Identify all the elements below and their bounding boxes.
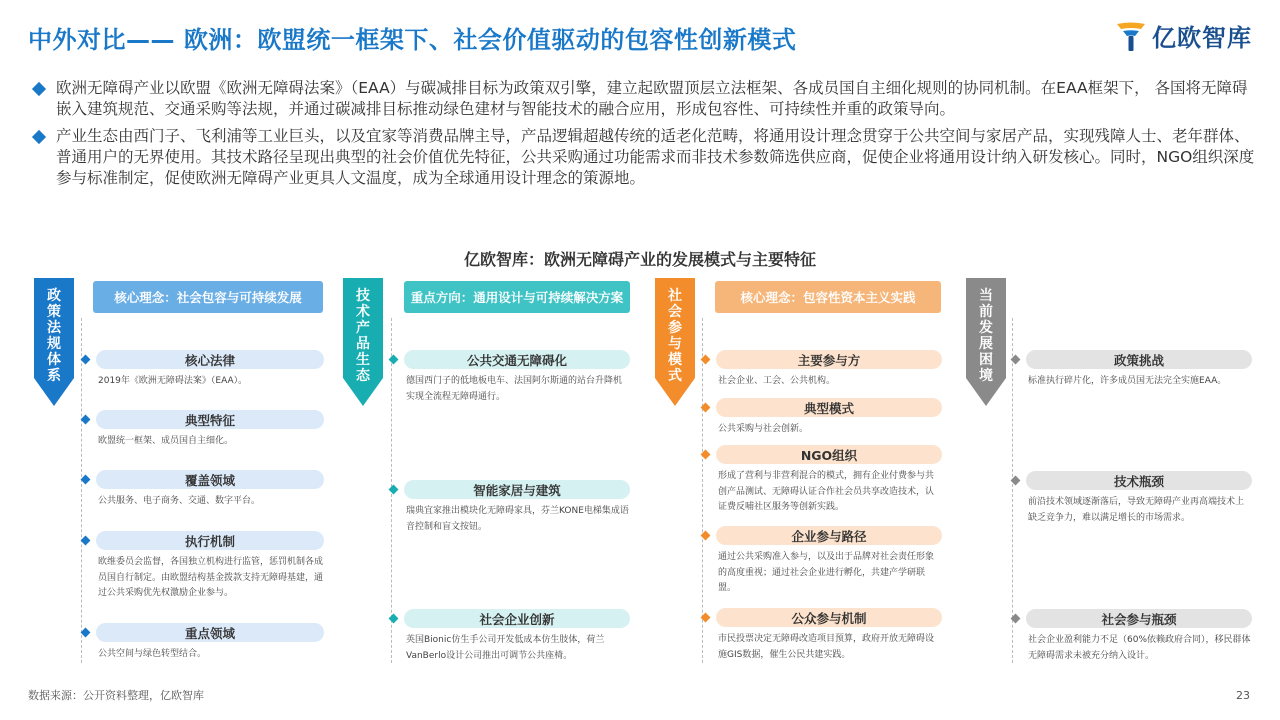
item-head: 公共交通无障碍化 (404, 350, 630, 369)
diamond-bullet-icon (32, 130, 46, 144)
bullet-item (30, 126, 1258, 189)
item-head: 典型模式 (716, 398, 942, 417)
pillar-challenges (966, 278, 1006, 406)
item-head: 社会参与瓶颈 (1026, 609, 1252, 628)
item-head: 重点领域 (96, 623, 324, 642)
item-head: 执行机制 (96, 531, 324, 550)
pillar-label-text: 当前发展困境 (979, 288, 993, 384)
item-desc: 公共空间与绿色转型结合。 (98, 649, 207, 659)
pillar-policy (34, 278, 74, 406)
item-main-participants (716, 350, 942, 390)
item-desc: 英国Bionic仿生手公司开发低成本仿生肢体，荷兰VanBerlo设计公司推出可调节公共座椅。 (406, 635, 605, 661)
item-desc: 社会企业、工会、公共机构。 (718, 376, 836, 386)
pillar-label (34, 288, 74, 384)
item-core-law (96, 350, 324, 390)
item-social-enterprise (404, 609, 630, 664)
item-desc: 德国西门子的低地板电车、法国阿尔斯通的站台升降机实现全流程无障碍通行。 (406, 376, 623, 402)
item-desc: 社会企业盈利能力不足（60%依赖政府合同），移民群体无障碍需求未被充分纳入设计。 (1028, 635, 1251, 661)
item-desc: 市民投票决定无障碍改造项目预算，政府开放无障碍设施GIS数据，催生公民共建实践。 (718, 634, 935, 660)
pillar-label-text: 技术产品生态 (356, 288, 370, 384)
pillar-label-text: 社会参与模式 (668, 288, 682, 384)
item-public-transport (404, 350, 630, 405)
pillar-label (343, 288, 383, 384)
logo-mark-icon (1114, 19, 1148, 53)
pillar-social (655, 278, 695, 406)
item-desc: 前沿技术领域逐渐落后，导致无障碍产业再高端技术上缺乏竞争力，难以满足增长的市场需求。 (1028, 497, 1245, 523)
logo-text: 亿欧智库 (1152, 24, 1252, 52)
item-desc: 标准执行碎片化，许多成员国无法完全实施EAA。 (1028, 376, 1227, 386)
item-head: NGO组织 (716, 445, 942, 464)
pillar-label (655, 288, 695, 384)
item-head: 企业参与路径 (716, 526, 942, 545)
pillar-label-text: 政策法规体系 (47, 288, 61, 384)
pillar-tech (343, 278, 383, 406)
item-desc: 公共服务、电子商务、交通、数字平台。 (98, 496, 261, 506)
bullet-item (30, 78, 1258, 120)
bullet-text: 欧洲无障碍产业以欧盟《欧洲无障碍法案》（EAA）与碳减排目标为政策双引擎，建立起欧盟顶层立法框架、各成员国自主细化规则的协同机制。在EAA框架下， 各国将无障碍嵌入建筑规范、交通采购等法规，并通过碳减排目标推动绿色建材与智能技术的融合应用，形成包容性、可持续性并重的政策导向。 (56, 79, 1248, 118)
item-head: 主要参与方 (716, 350, 942, 369)
footer-source: 数据来源：公开资料整理，亿欧智库 (28, 689, 204, 702)
diamond-bullet-icon (32, 82, 46, 96)
section-title: 亿欧智库：欧洲无障碍产业的发展模式与主要特征 (463, 250, 816, 269)
item-desc: 瑞典宜家推出模块化无障碍家具，芬兰KONE电梯集成语音控制和盲文按钮。 (406, 506, 629, 532)
theme-policy: 核心理念：社会包容与可持续发展 (93, 281, 323, 313)
page-number: 23 (1236, 689, 1250, 702)
theme-tech: 重点方向：通用设计与可持续解决方案 (404, 281, 630, 313)
logo (1114, 18, 1252, 53)
pillar-label (966, 288, 1006, 384)
item-public-participation (716, 608, 942, 663)
item-head: 社会企业创新 (404, 609, 630, 628)
bullet-text: 产业生态由西门子、飞利浦等工业巨头，以及宜家等消费品牌主导，产品逻辑超越传统的适老化范畴，将通用设计理念贯穿于公共空间与家居产品，实现残障人士、老年群体、普通用户的无界使用。其技术路径呈现出典型的社会价值优先特征，公共采购通过功能需求而非技术参数筛选供应商，促使企业将通用设计纳入研发核心。同时，NGO组织深度参与标准制定，促使欧洲无障碍产业更具人文温度，成为全球通用设计理念的策源地。 (56, 127, 1255, 187)
item-head: 政策挑战 (1026, 350, 1252, 369)
intro-bullets (30, 78, 1258, 195)
divider-line (1012, 318, 1013, 663)
item-smart-home (404, 480, 630, 535)
item-head: 典型特征 (96, 410, 324, 429)
item-desc: 形成了营利与非营利混合的模式，拥有企业付费参与共创产品测试、无障碍认证合作社会员共享改造技术，认证费反哺社区服务等创新实践。 (718, 471, 935, 512)
item-head: 覆盖领域 (96, 470, 324, 489)
item-desc: 通过公共采购准入参与，以及出于品牌对社会责任形象的高度重视；通过社会企业进行孵化，共建产学研联盟。 (718, 552, 935, 593)
item-ngo (716, 445, 942, 516)
item-head: 核心法律 (96, 350, 324, 369)
page-title: 中外对比—— 欧洲：欧盟统一框架下、社会价值驱动的包容性创新模式 (28, 26, 797, 54)
item-coverage (96, 470, 324, 510)
item-desc: 欧盟统一框架、成员国自主细化。 (98, 436, 234, 446)
divider-line (81, 318, 82, 663)
item-typical-feature (96, 410, 324, 450)
item-desc: 欧维委员会监督，各国独立机构进行监管，惩罚机制各成员国自行制定。由欧盟结构基金拨款支持无障碍基建，通过公共采购优先权激励企业参与。 (98, 557, 324, 598)
item-head: 公众参与机制 (716, 608, 942, 627)
item-head: 智能家居与建筑 (404, 480, 630, 499)
divider-line (702, 318, 703, 663)
item-social-bottleneck (1026, 609, 1252, 664)
theme-social: 核心理念：包容性资本主义实践 (715, 281, 941, 313)
item-enterprise-path (716, 526, 942, 597)
item-policy-challenge (1026, 350, 1252, 390)
item-typical-mode (716, 398, 942, 438)
item-enforcement (96, 531, 324, 602)
item-focus-area (96, 623, 324, 663)
item-desc: 公共采购与社会创新。 (718, 424, 809, 434)
item-tech-bottleneck (1026, 471, 1252, 526)
item-desc: 2019年《欧洲无障碍法案》（EAA）。 (98, 376, 248, 386)
item-head: 技术瓶颈 (1026, 471, 1252, 490)
